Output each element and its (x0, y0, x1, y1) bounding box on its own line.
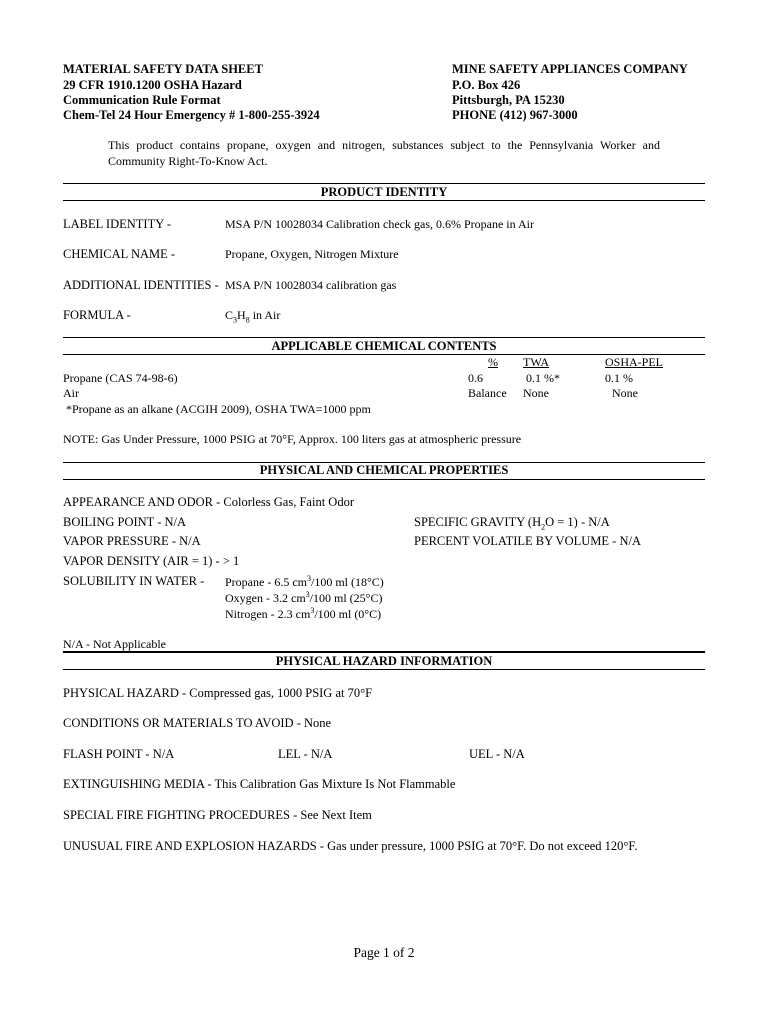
solubility-label: SOLUBILITY IN WATER - (63, 574, 205, 588)
formula-value: $C_3H_8$ in Air (225, 308, 281, 325)
contents-row-osha: 0.1 % (605, 371, 633, 385)
section-rule (63, 669, 705, 670)
contents-footnote: *Propane as an alkane (ACGIH 2009), OSHA TWA=1000 ppm (66, 402, 371, 416)
label-identity-value: MSA P/N 10028034 Calibration check gas, 0.6% Propane in Air (225, 217, 534, 231)
section-title-physical-properties: PHYSICAL AND CHEMICAL PROPERTIES (259, 463, 509, 477)
company-name: MINE SAFETY APPLIANCES COMPANY (452, 62, 688, 76)
physical-hazard: PHYSICAL HAZARD - Compressed gas, 1000 PSIG at 70°F (63, 686, 373, 700)
formula-label: FORMULA - (63, 308, 131, 322)
solubility-oxygen: Oxygen - 3.2 $cm^3/100$ ml (25°C) (225, 590, 383, 605)
column-header-percent: % (488, 355, 498, 369)
header-left-line-2: 29 CFR 1910.1200 OSHA Hazard (63, 78, 242, 92)
percent-volatile: PERCENT VOLATILE BY VOLUME - N/A (414, 534, 641, 548)
extinguishing-media: EXTINGUISHING MEDIA - This Calibration Gas Mixture Is Not Flammable (63, 777, 456, 791)
header-left-line-1: MATERIAL SAFETY DATA SHEET (63, 62, 263, 76)
contents-row-percent: Balance (468, 386, 507, 400)
section-title-physical-hazard: PHYSICAL HAZARD INFORMATION (275, 654, 493, 668)
na-note: N/A - Not Applicable (63, 637, 166, 651)
contents-row-osha: None (612, 386, 638, 400)
label-identity-label: LABEL IDENTITY - (63, 217, 172, 231)
section-rule (63, 200, 705, 201)
contents-row-percent: 0.6 (468, 371, 483, 385)
section-title-product-identity: PRODUCT IDENTITY (320, 185, 448, 199)
company-address-2: Pittsburgh, PA 15230 (452, 93, 565, 107)
lel: LEL - N/A (278, 747, 333, 761)
contents-row-twa: 0.1 %* (526, 371, 560, 385)
section-rule (63, 651, 705, 653)
section-rule (63, 479, 705, 480)
additional-identities-value: MSA P/N 10028034 calibration gas (225, 278, 397, 292)
column-header-twa: TWA (523, 355, 549, 369)
special-fire-fighting: SPECIAL FIRE FIGHTING PROCEDURES - See Next Item (63, 808, 372, 822)
specific-gravity: SPECIFIC GRAVITY $(H_2O = 1) - N/A$ (414, 515, 610, 532)
section-rule (63, 183, 705, 184)
header-left-line-3: Communication Rule Format (63, 93, 221, 107)
header-left-line-4: Chem-Tel 24 Hour Emergency # 1-800-255-3924 (63, 108, 320, 122)
conditions-to-avoid: CONDITIONS OR MATERIALS TO AVOID - None (63, 716, 332, 730)
company-phone: PHONE (412) 967-3000 (452, 108, 578, 122)
chemical-name-value: Propane, Oxygen, Nitrogen Mixture (225, 247, 399, 261)
pressure-note: NOTE: Gas Under Pressure, 1000 PSIG at 70°F, Approx. 100 liters gas at atmospheric pressure (63, 432, 522, 446)
uel: UEL - N/A (469, 747, 525, 761)
intro-paragraph: This product contains propane, oxygen and nitrogen, substances subject to the Pennsylvania Worker and Community Right-To-Know Act. (108, 138, 660, 168)
contents-row-name: Propane (CAS 74-98-6) (63, 371, 178, 385)
additional-identities-label: ADDITIONAL IDENTITIES - (63, 278, 219, 292)
section-rule (63, 337, 705, 338)
company-address-1: P.O. Box 426 (452, 78, 521, 92)
flash-point: FLASH POINT - N/A (63, 747, 175, 761)
unusual-hazards: UNUSUAL FIRE AND EXPLOSION HAZARDS - Gas under pressure, 1000 PSIG at 70°F. Do not exceed 120°F. (63, 839, 638, 853)
vapor-pressure: VAPOR PRESSURE - N/A (63, 534, 201, 548)
solubility-propane: Propane - 6.5 $cm^3/100$ ml (18°C) (225, 574, 384, 589)
boiling-point: BOILING POINT - N/A (63, 515, 187, 529)
contents-row-name: Air (63, 386, 79, 400)
appearance-odor: APPEARANCE AND ODOR - Colorless Gas, Faint Odor (63, 495, 354, 509)
section-title-chemical-contents: APPLICABLE CHEMICAL CONTENTS (271, 339, 497, 353)
chemical-name-label: CHEMICAL NAME - (63, 247, 176, 261)
column-header-osha-pel: OSHA-PEL (605, 355, 664, 369)
contents-row-twa: None (523, 386, 549, 400)
page-number: Page 1 of 2 (353, 945, 415, 960)
solubility-nitrogen: Nitrogen - 2.3 $cm^3/100$ ml (0°C) (225, 606, 382, 621)
vapor-density: VAPOR DENSITY (AIR = 1) - > 1 (63, 554, 240, 568)
